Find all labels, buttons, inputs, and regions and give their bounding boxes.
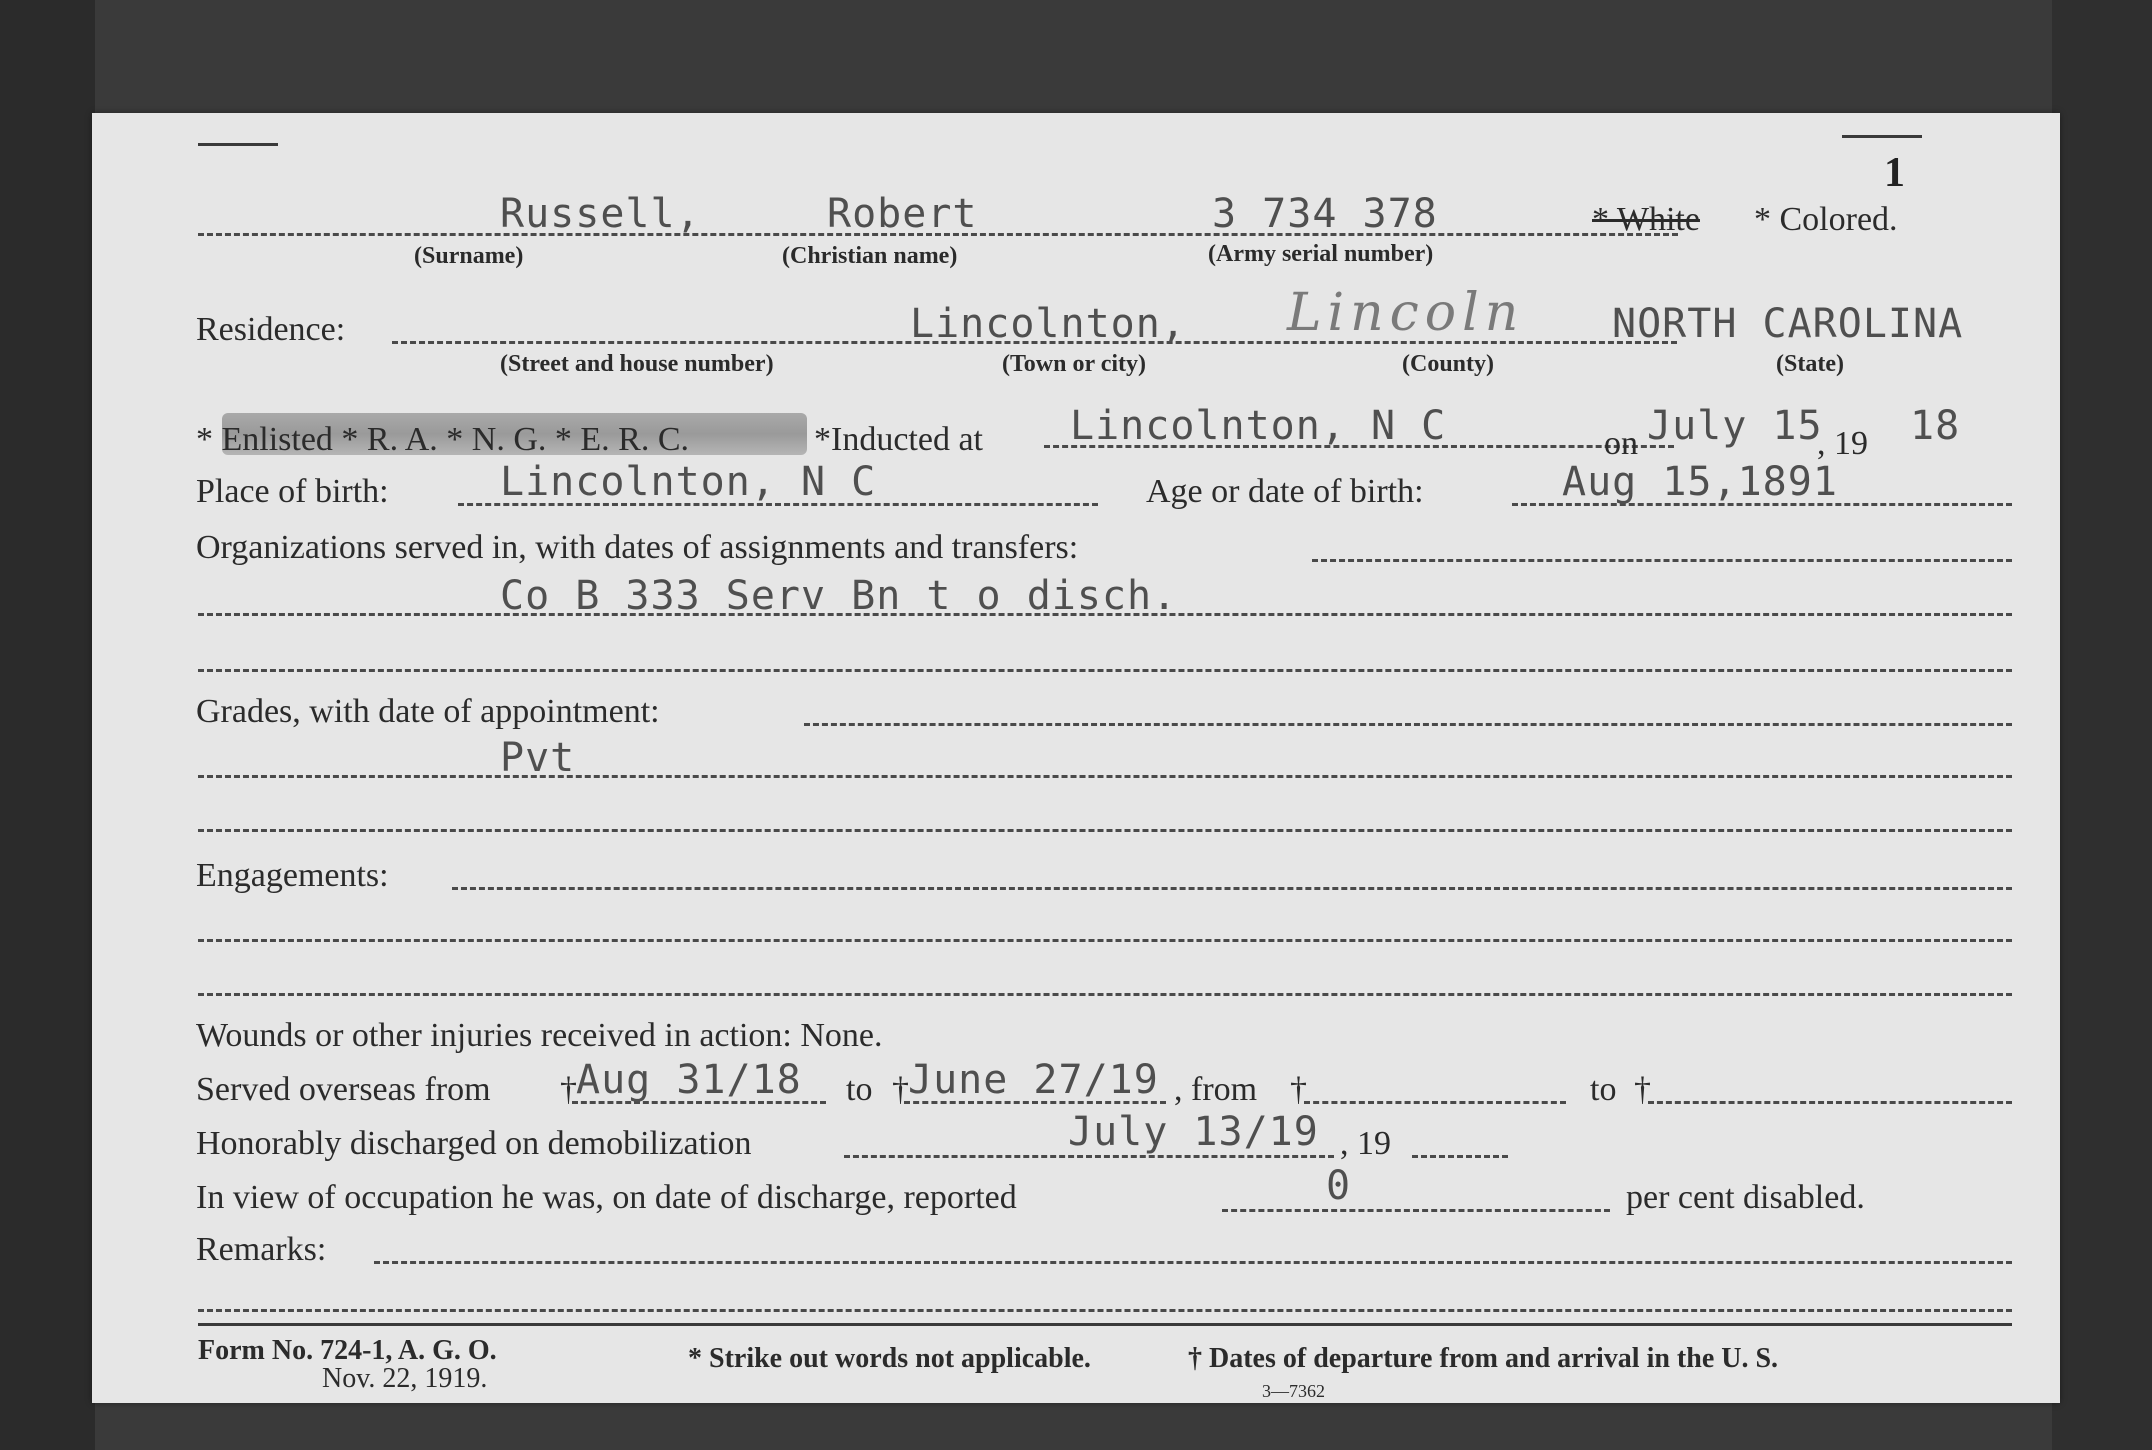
town-value: Lincolnton, — [910, 301, 1186, 347]
footnote-strike-out: * Strike out words not applicable. — [688, 1343, 1091, 1374]
to-dagger-2: † — [1634, 1071, 1651, 1108]
overseas-to-dagger: † — [892, 1071, 909, 1108]
from-dagger: † — [1290, 1071, 1307, 1108]
overseas-to-value: June 27/19 — [908, 1057, 1159, 1103]
birthplace-label: Place of birth: — [196, 473, 389, 510]
christian-name-value: Robert — [827, 191, 978, 237]
inducted-year-value: 18 — [1910, 403, 1961, 449]
surname-value: Russell, — [500, 191, 701, 237]
grades-line-2 — [198, 775, 2012, 778]
overseas-label: Served overseas from — [196, 1071, 491, 1108]
organizations-line-1 — [1312, 559, 2012, 562]
caption-state: (State) — [1776, 351, 1844, 377]
organizations-label: Organizations served in, with dates of assignments and transfers: — [196, 529, 1079, 566]
race-colored: * Colored. — [1754, 201, 1898, 238]
discharge-label: Honorably discharged on demobilization — [196, 1125, 752, 1162]
organizations-line-3 — [198, 669, 2012, 672]
remarks-line-1 — [374, 1261, 2012, 1264]
discharge-year-line — [1412, 1155, 1508, 1158]
scanner-background-right — [2052, 0, 2152, 1450]
engagements-line-3 — [198, 993, 2012, 996]
engagements-label: Engagements: — [196, 857, 389, 894]
caption-county: (County) — [1402, 351, 1495, 377]
disability-line — [1222, 1209, 1610, 1212]
inducted-label: *Inducted at — [814, 421, 983, 458]
discharge-line — [844, 1155, 1334, 1158]
form-number: Form No. 724-1, A. G. O. — [198, 1335, 497, 1366]
birth-date-value: Aug 15,1891 — [1562, 459, 1838, 505]
inducted-date-value: July 15 — [1647, 403, 1823, 449]
army-serial-value: 3 734 378 — [1212, 191, 1438, 237]
caption-army-serial: (Army serial number) — [1208, 241, 1434, 267]
to-line-2 — [1648, 1101, 2012, 1104]
engagements-line-1 — [452, 887, 2012, 890]
form-date: Nov. 22, 1919. — [322, 1363, 488, 1394]
birthplace-value: Lincolnton, N C — [500, 459, 877, 505]
race-white-struck: * White — [1592, 201, 1700, 238]
page-number: 1 — [1884, 150, 1905, 196]
age-label: Age or date of birth: — [1146, 473, 1424, 510]
footnote-dates: † Dates of departure from and arrival in the U. S. — [1188, 1343, 1779, 1374]
grade-value: Pvt — [500, 735, 576, 781]
grades-label: Grades, with date of appointment: — [196, 693, 660, 730]
state-value: NORTH CAROLINA — [1612, 301, 1964, 347]
from-line — [1304, 1101, 1566, 1104]
year-prefix: , 19 — [1817, 425, 1868, 462]
from-label: , from — [1174, 1071, 1258, 1108]
disability-suffix: per cent disabled. — [1626, 1179, 1865, 1216]
to-label-2: to — [1590, 1071, 1617, 1108]
top-right-rule — [1842, 135, 1922, 138]
residence-label: Residence: — [196, 311, 346, 348]
county-value: Lincoln — [1287, 283, 1525, 343]
caption-surname: (Surname) — [414, 243, 524, 269]
remarks-label: Remarks: — [196, 1231, 327, 1268]
top-left-rule — [198, 143, 278, 146]
on-label: on — [1604, 425, 1638, 462]
discharge-date-value: July 13/19 — [1068, 1109, 1319, 1155]
service-type-options: * Enlisted * R. A. * N. G. * E. R. C. — [196, 421, 690, 458]
engagements-line-2 — [198, 939, 2012, 942]
organizations-value: Co B 333 Serv Bn t o disch. — [500, 573, 1178, 619]
organizations-line-2 — [198, 613, 2012, 616]
inducted-at-value: Lincolnton, N C — [1070, 403, 1447, 449]
overseas-from-dagger: † — [560, 1071, 577, 1108]
disability-value: 0 — [1326, 1163, 1352, 1209]
discharge-year-suffix: , 19 — [1340, 1125, 1391, 1162]
service-record-card — [92, 113, 2060, 1403]
caption-street: (Street and house number) — [500, 351, 774, 377]
remarks-line-2 — [198, 1309, 2012, 1312]
grades-line-3 — [198, 829, 2012, 832]
grades-line-1 — [804, 723, 2012, 726]
caption-town: (Town or city) — [1002, 351, 1146, 377]
disability-label: In view of occupation he was, on date of discharge, reported — [196, 1179, 1017, 1216]
overseas-to-label: to — [846, 1071, 873, 1108]
caption-christian-name: (Christian name) — [782, 243, 958, 269]
wounds-text: Wounds or other injuries received in action: None. — [196, 1017, 883, 1054]
print-code: 3—7362 — [1262, 1381, 1325, 1401]
footer-rule — [198, 1323, 2012, 1326]
overseas-from-value: Aug 31/18 — [576, 1057, 802, 1103]
scanner-background-left — [0, 0, 95, 1450]
